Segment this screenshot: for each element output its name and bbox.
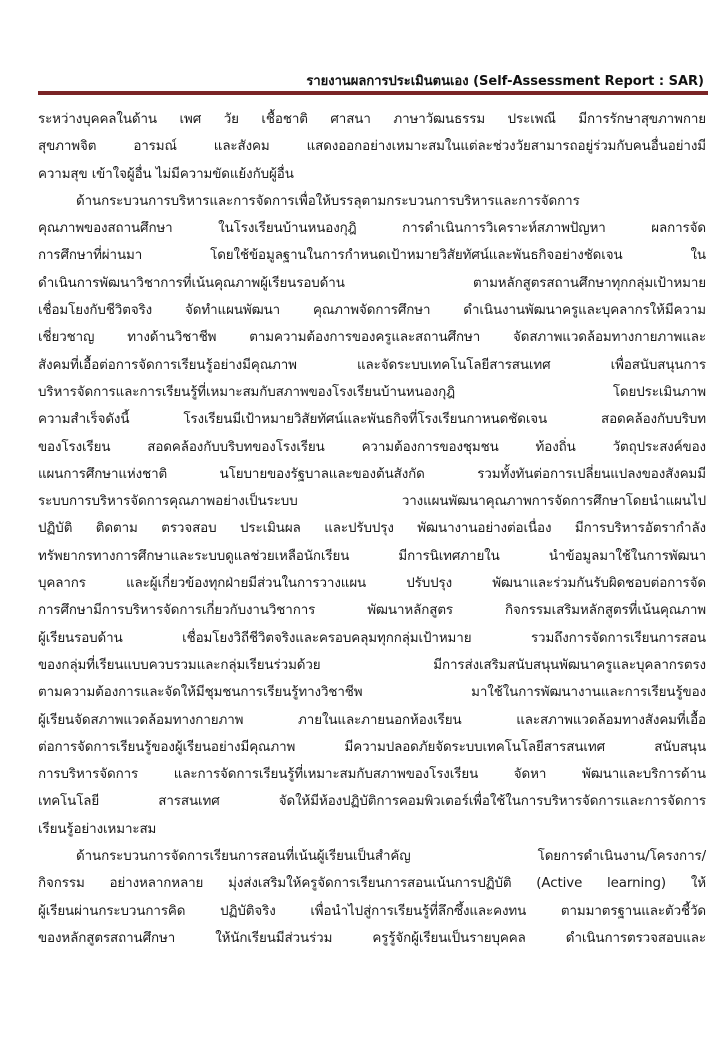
text-line: เชี่ยวชาญ ทางด้านวิชาชีพ ตามความต้องการของครูและสถานศึกษา จัดสภาพแวดล้อมทางกายภาพและ	[38, 330, 706, 346]
text-line: บริหารจัดการและการเรียนรู้ที่เหมาะสมกับสภาพของโรงเรียนบ้านหนองกุฎิ โดยประเมินภาพ	[38, 384, 706, 400]
report-header-title: รายงานผลการประเมินตนเอง (Self-Assessment Report : SAR)	[306, 74, 704, 89]
text-line: สุขภาพจิต อารมณ์ และสังคม แสดงออกอย่างเหมาะสมในแต่ละช่วงวัยสามารถอยู่ร่วมกับคนอื่นอย่างมี	[38, 139, 706, 155]
text-line: ผู้เรียนผ่านกระบวนการคิด ปฏิบัติจริง เพื่อนำไปสู่การเรียนรู้ที่ลึกซึ้งและคงทน ตามมาตรฐานและตัวชี้วัด	[38, 903, 706, 919]
text-line: ต่อการจัดการเรียนรู้ของผู้เรียนอย่างมีคุณภาพ มีความปลอดภัยจัดระบบเทคโนโลยีสารสนเทศ สนับสนุน	[38, 739, 706, 755]
text-line: ของกลุ่มที่เรียนแบบควบรวมและกลุ่มเรียนร่วมด้วย มีการส่งเสริมสนับสนุนพัฒนาครูและบุคลากรตรง	[38, 657, 706, 673]
text-line: การศึกษาที่ผ่านมา โดยใช้ข้อมูลฐานในการกำหนดเป้าหมายวิสัยทัศน์และพันธกิจอย่างชัดเจน ใน	[38, 248, 706, 264]
header-divider	[38, 91, 708, 95]
text-line: กิจกรรม อย่างหลากหลาย มุ่งส่งเสริมให้ครูจัดการเรียนการสอนเน้นการปฏิบัติ (Active learning) ให้	[38, 876, 706, 892]
text-line: ของโรงเรียน สอดคล้องกับบริบทของโรงเรียน ความต้องการของชุมชน ท้องถิ่น วัตถุประสงค์ของ	[38, 439, 706, 455]
text-line: เรียนรู้อย่างเหมาะสม	[38, 821, 157, 837]
text-line: ความสุข เข้าใจผู้อื่น ไม่มีความขัดแย้งกับผู้อื่น	[38, 166, 294, 182]
text-line: คุณภาพของสถานศึกษา ในโรงเรียนบ้านหนองกุฎิ การดำเนินการวิเคราะห์สภาพปัญหา ผลการจัด	[38, 221, 706, 237]
text-line: ของหลักสูตรสถานศึกษา ให้นักเรียนมีส่วนร่วม ครูรู้จักผู้เรียนเป็นรายบุคคล ดำเนินการตรวจสอบและ	[38, 930, 706, 946]
text-line: ระหว่างบุคคลในด้าน เพศ วัย เชื้อชาติ ศาสนา ภาษาวัฒนธรรม ประเพณี มีการรักษาสุขภาพกาย	[38, 112, 706, 127]
text-line: ความสำเร็จดังนี้ โรงเรียนมีเป้าหมายวิสัยทัศน์และพันธกิจที่โรงเรียนกาหนดชัดเจน สอดคล้องกับบริบท	[38, 412, 706, 428]
text-line: ด้านกระบวนการบริหารและการจัดการเพื่อให้บรรลุตามกระบวนการบริหารและการจัดการ	[76, 193, 580, 209]
text-line: สังคมที่เอื้อต่อการจัดการเรียนรู้อย่างมีคุณภาพ และจัดระบบเทคโนโลยีสารสนเทศ เพื่อสนับสนุนการ	[38, 357, 706, 373]
text-line: ปฏิบัติ ติดตาม ตรวจสอบ ประเมินผล และปรับปรุง พัฒนางานอย่างต่อเนื่อง มีการบริหารอัตรากำลัง	[38, 521, 706, 537]
text-line: ผู้เรียนจัดสภาพแวดล้อมทางกายภาพ ภายในและภายนอกห้องเรียน และสภาพแวดล้อมทางสังคมที่เอื้อ	[38, 712, 706, 728]
text-line: การศึกษามีการบริหารจัดการเกี่ยวกับงานวิชาการ พัฒนาหลักสูตร กิจกรรมเสริมหลักสูตรที่เน้นคุณภาพ	[38, 603, 706, 619]
text-line: การบริหารจัดการ และการจัดการเรียนรู้ที่เหมาะสมกับสภาพของโรงเรียน จัดหา พัฒนาและบริการด้าน	[38, 767, 706, 783]
text-line: บุคลากร และผู้เกี่ยวข้องทุกฝ่ายมีส่วนในการวางแผน ปรับปรุง พัฒนาและร่วมกันรับผิดชอบต่อการจัด	[38, 576, 706, 592]
text-line: ดำเนินการพัฒนาวิชาการที่เน้นคุณภาพผู้เรียนรอบด้าน ตามหลักสูตรสถานศึกษาทุกกลุ่มเป้าหมาย	[38, 275, 706, 291]
text-line: ผู้เรียนรอบด้าน เชื่อมโยงวิถีชีวิตจริงและครอบคลุมทุกกลุ่มเป้าหมาย รวมถึงการจัดการเรียนการสอน	[38, 630, 706, 646]
text-line: ด้านกระบวนการจัดการเรียนการสอนที่เน้นผู้เรียนเป็นสำคัญ โดยการดำเนินงาน/โครงการ/	[76, 849, 706, 865]
text-line: เทคโนโลยี สารสนเทศ จัดให้มีห้องปฏิบัติการคอมพิวเตอร์เพื่อใช้ในการบริหารจัดการและการจัดการ	[38, 794, 706, 810]
document-body	[38, 106, 706, 952]
text-line: ระบบการบริหารจัดการคุณภาพอย่างเป็นระบบ วางแผนพัฒนาคุณภาพการจัดการศึกษาโดยนำแผนไป	[38, 494, 706, 510]
text-line: ทรัพยากรทางการศึกษาและระบบดูแลช่วยเหลือนักเรียน มีการนิเทศภายใน นำข้อมูลมาใช้ในการพัฒนา	[38, 548, 706, 564]
text-line: แผนการศึกษาแห่งชาติ นโยบายของรัฐบาลและของต้นสังกัด รวมทั้งทันต่อการเปลี่ยนแปลงของสังคมมี	[38, 466, 706, 482]
text-line: เชื่อมโยงกับชีวิตจริง จัดทำแผนพัฒนา คุณภาพจัดการศึกษา ดำเนินงานพัฒนาครูและบุคลากรให้มีความ	[38, 303, 706, 319]
text-line: ตามความต้องการและจัดให้มีชุมชนการเรียนรู้ทางวิชาชีพ มาใช้ในการพัฒนางานและการเรียนรู้ของ	[38, 685, 706, 701]
